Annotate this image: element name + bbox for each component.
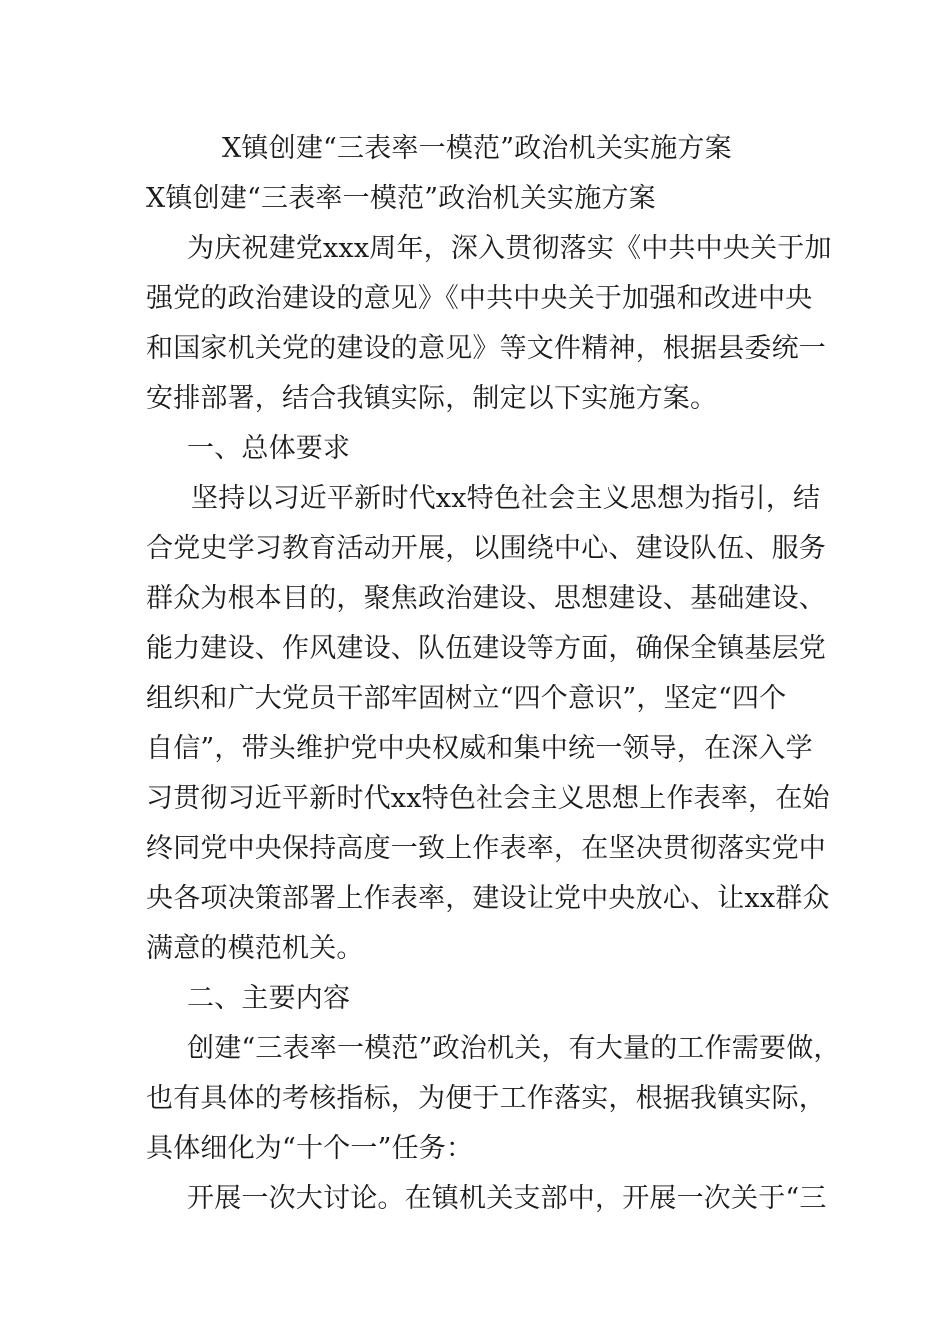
intro-line: 和国家机关党的建设的意见》等文件精神，根据县委统一 — [146, 333, 826, 364]
intro-line: 安排部署，结合我镇实际，制定以下实施方案。 — [146, 383, 718, 414]
document-subtitle: X镇创建“三表率一模范”政治机关实施方案 — [146, 183, 656, 214]
section-heading-general-requirements: 一、总体要求 — [187, 433, 351, 464]
section1-line: 组织和广大党员干部牢固树立“四个意识”，坚定“四个 — [146, 683, 787, 714]
document-title: X镇创建“三表率一模范”政治机关实施方案 — [222, 133, 732, 164]
section1-line: 自信”，带头维护党中央权威和集中统一领导，在深入学 — [146, 733, 813, 764]
section1-line: 群众为根本目的，聚焦政治建设、思想建设、基础建设、 — [146, 583, 826, 614]
section1-line: 合党史学习教育活动开展，以围绕中心、建设队伍、服务 — [146, 533, 826, 564]
intro-line: 强党的政治建设的意见》《中共中央关于加强和改进中央 — [146, 283, 813, 314]
section1-line: 满意的模范机关。 — [146, 933, 364, 964]
section2-line: 也有具体的考核指标，为便于工作落实，根据我镇实际， — [146, 1083, 826, 1114]
section1-line: 终同党中央保持高度一致上作表率，在坚决贯彻落实党中 — [146, 833, 826, 864]
section2-line: 具体细化为“十个一”任务： — [146, 1133, 474, 1164]
section1-line: 习贯彻习近平新时代xx特色社会主义思想上作表率，在始 — [146, 783, 830, 814]
section2-item-line: 开展一次大讨论。在镇机关支部中，开展一次关于“三 — [187, 1183, 827, 1214]
section1-line: 央各项决策部署上作表率，建设让党中央放心、让xx群众 — [146, 883, 830, 914]
section1-line: 坚持以习近平新时代xx特色社会主义思想为指引，结 — [191, 483, 821, 514]
section2-line: 创建“三表率一模范”政治机关，有大量的工作需要做， — [187, 1033, 841, 1064]
section-heading-main-content: 二、主要内容 — [187, 983, 351, 1014]
intro-line: 为庆祝建党xxx周年，深入贯彻落实《中共中央关于加 — [187, 233, 832, 264]
section1-line: 能力建设、作风建设、队伍建设等方面，确保全镇基层党 — [146, 633, 826, 664]
